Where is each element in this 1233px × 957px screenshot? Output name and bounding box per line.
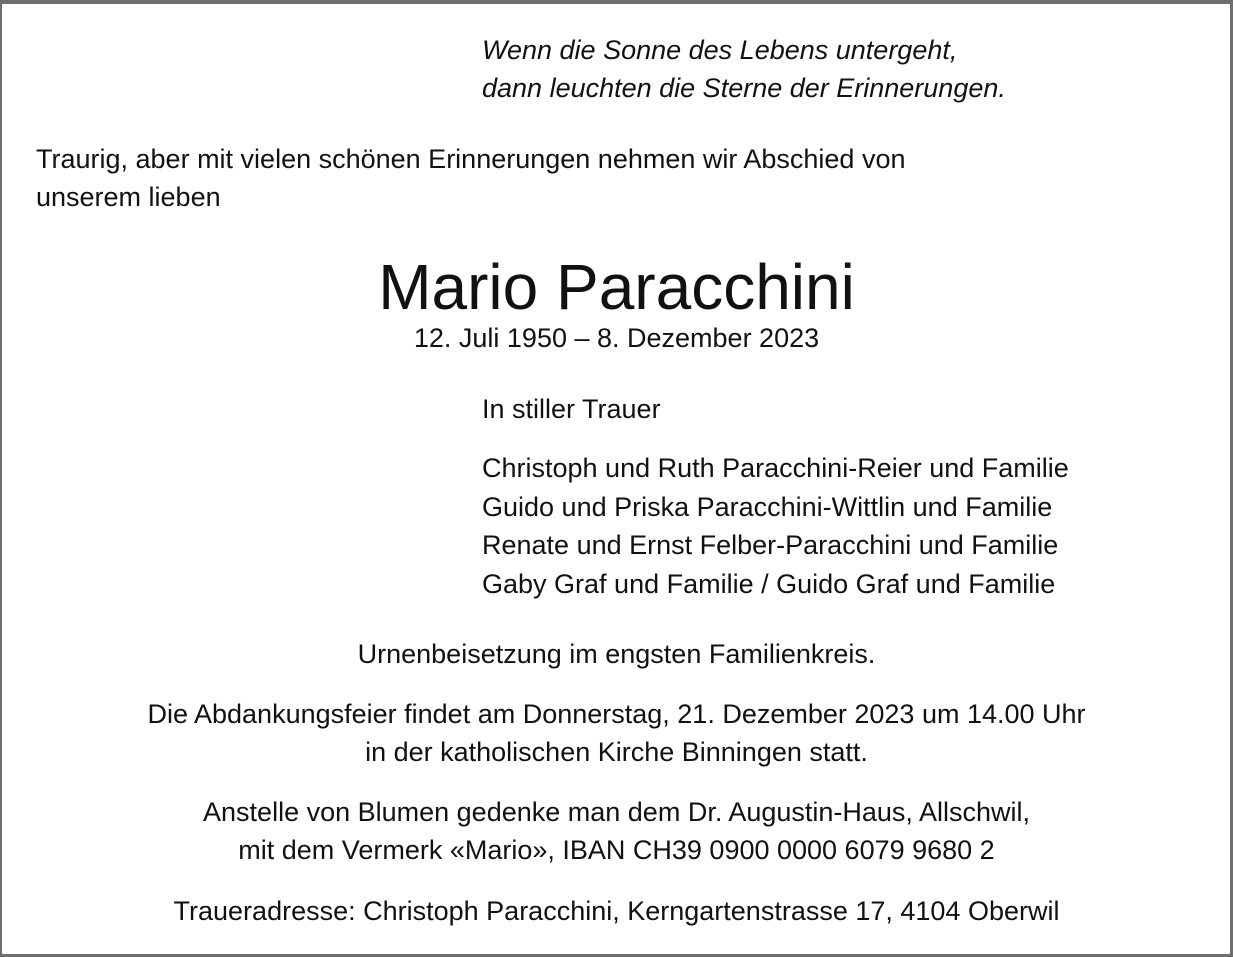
donation-line: Anstelle von Blumen gedenke man dem Dr. Augustin-Haus, Allschwil, [203, 797, 1030, 827]
ceremony-notice [0, 695, 1233, 771]
ceremony-line: Die Abdankungsfeier findet am Donnerstag, 21. Dezember 2023 um 14.00 Uhr [147, 699, 1086, 729]
mourner-entry: Guido und Priska Paracchini-Wittlin und Familie [482, 491, 1053, 522]
intro-line: Traurig, aber mit vielen schönen Erinnerungen nehmen wir Abschied von [36, 144, 906, 174]
life-dates: 12. Juli 1950 – 8. Dezember 2023 [413, 323, 820, 353]
motto-line: Wenn die Sonne des Lebens untergeht, [482, 35, 958, 65]
urn-burial-notice: Urnenbeisetzung im engsten Familienkreis. [357, 639, 876, 669]
mourner-entry: Christoph und Ruth Paracchini-Reier und Familie [482, 453, 1069, 483]
intro-line: unserem lieben [36, 182, 221, 212]
deceased-name: Mario Paracchini [378, 251, 855, 323]
mourner-entry: Renate und Ernst Felber-Paracchini und Familie [482, 530, 1059, 561]
mourning-label: In stiller Trauer [482, 394, 661, 424]
intro-text [36, 140, 905, 216]
motto-line: dann leuchten die Sterne der Erinnerungen. [482, 73, 1006, 103]
motto-quote [482, 31, 1006, 107]
ceremony-line: in der katholischen Kirche Binningen statt. [365, 737, 868, 767]
donation-line: mit dem Vermerk «Mario», IBAN CH39 0900 0000 6079 9680 2 [238, 835, 995, 865]
mourning-address: Traueradresse: Christoph Paracchini, Kerngartenstrasse 17, 4104 Oberwil [173, 896, 1060, 926]
donation-notice [0, 793, 1233, 869]
mourner-entry: Gaby Graf und Familie / Guido Graf und Familie [482, 569, 1056, 600]
mourners-list [482, 449, 1069, 604]
